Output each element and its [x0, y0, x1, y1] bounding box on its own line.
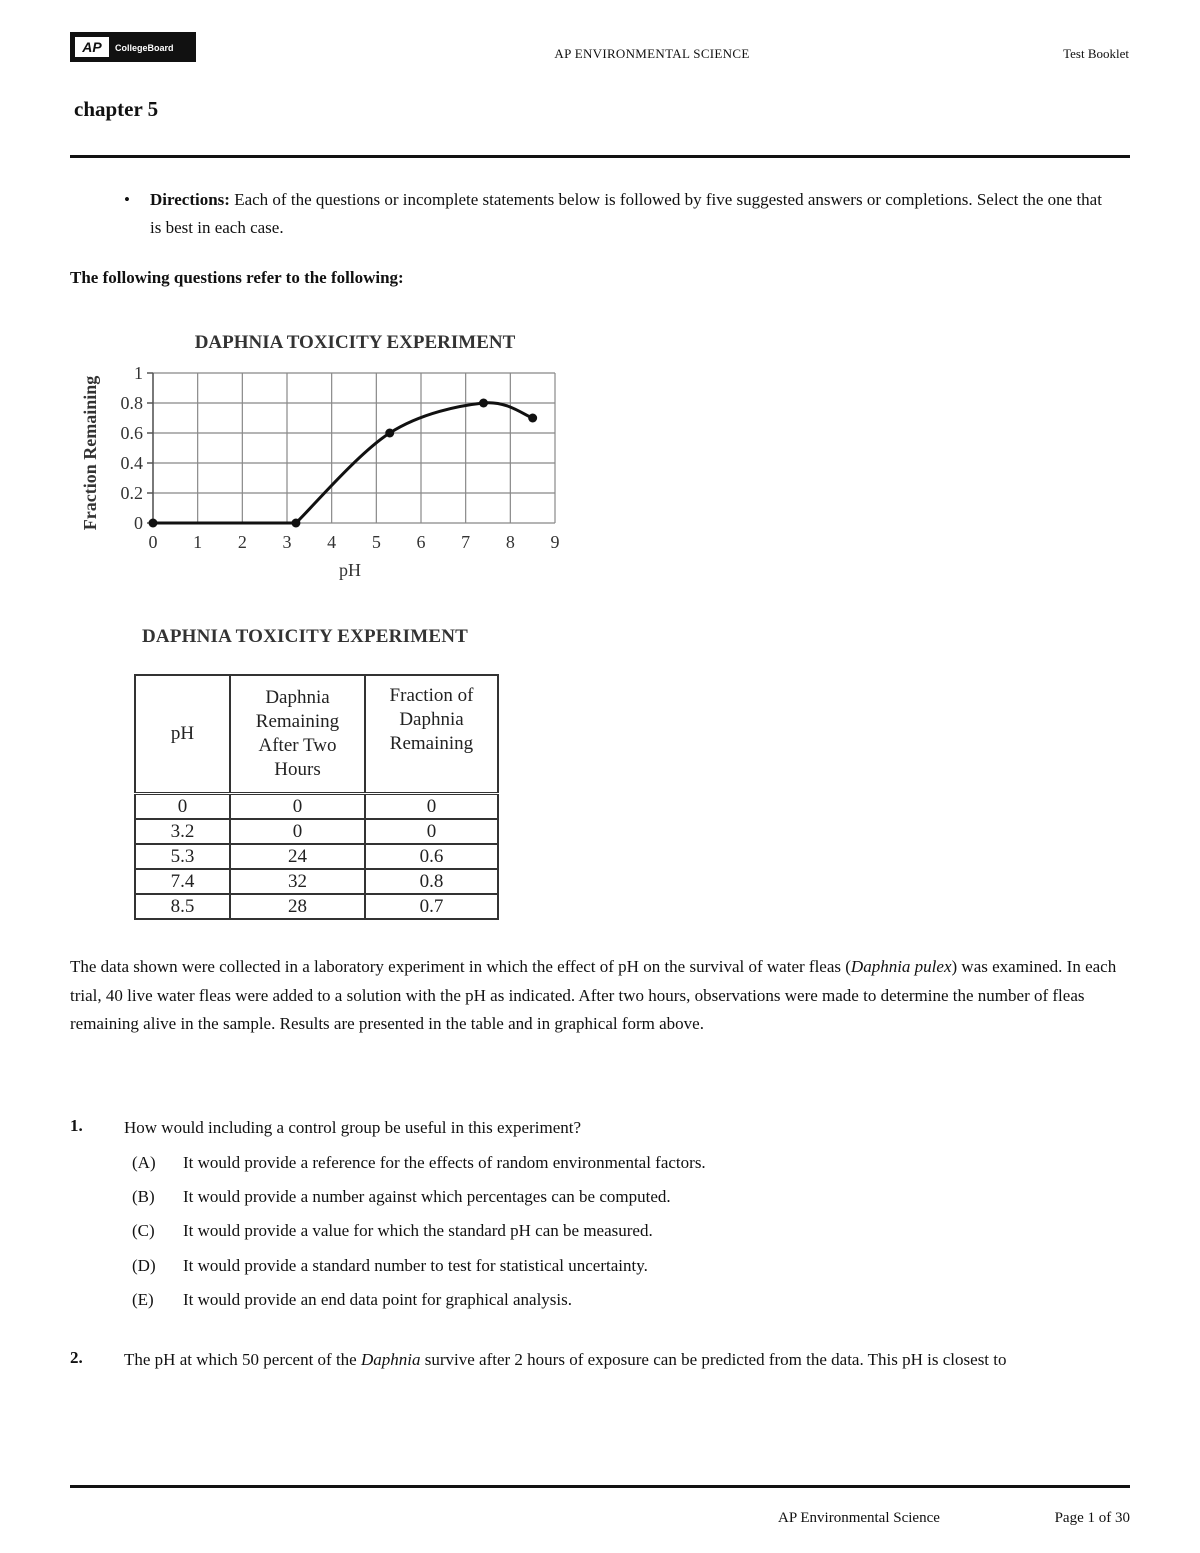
stimulus-passage [70, 953, 1130, 1039]
bullet: • [124, 190, 130, 209]
top-divider [70, 155, 1130, 158]
q1-option-a-letter[interactable]: (A) [132, 1153, 156, 1172]
y-tick-label: 0.4 [120, 453, 143, 473]
q1-option-e-text[interactable]: It would provide an end data point for graphical analysis. [183, 1290, 572, 1309]
bottom-divider [70, 1485, 1130, 1488]
table-header-row [135, 675, 498, 794]
question-1-text: How would including a control group be useful in this experiment? [124, 1118, 582, 1137]
x-tick-label: 6 [416, 532, 426, 552]
x-tick-label: 4 [327, 532, 337, 552]
y-tick-label: 0 [134, 513, 143, 533]
question-2-number: 2. [70, 1348, 83, 1367]
question-1-number: 1. [70, 1116, 83, 1135]
directions [124, 186, 1110, 242]
x-tick-label: 1 [193, 532, 203, 552]
y-tick-label: 0.8 [120, 393, 143, 413]
q2-text-after: survive after 2 hours of exposure can be predicted from the data. This pH is closest to [420, 1350, 1007, 1369]
page-number: Page 1 of 30 [1054, 1510, 1130, 1526]
table-row [135, 894, 498, 919]
header-subject: AP ENVIRONMENTAL SCIENCE [554, 46, 750, 61]
x-tick-label: 7 [461, 532, 471, 552]
x-tick-label: 5 [371, 532, 381, 552]
table-title: DAPHNIA TOXICITY EXPERIMENT [142, 626, 468, 647]
q1-option-c-letter[interactable]: (C) [132, 1221, 155, 1240]
q1-option-d-text[interactable]: It would provide a standard number to test for statistical uncertainty. [183, 1256, 648, 1275]
x-tick-label: 8 [505, 532, 515, 552]
table-cell: 0 [365, 794, 498, 820]
q1-option-b-text[interactable]: It would provide a number against which percentages can be computed. [183, 1187, 671, 1206]
table-cell: 0 [230, 819, 365, 844]
data-table [134, 674, 499, 920]
q2-text-italic: Daphnia [360, 1350, 421, 1369]
table-cell: 8.5 [135, 894, 230, 919]
table-cell: 24 [230, 844, 365, 869]
table-cell: 5.3 [135, 844, 230, 869]
table-cell: 7.4 [135, 869, 230, 894]
chart-grid [153, 373, 555, 523]
y-tick-label: 1 [134, 363, 143, 383]
table-cell: 0 [365, 819, 498, 844]
table-row [135, 794, 498, 820]
y-tick-label: 0.2 [120, 483, 143, 503]
chart-title: DAPHNIA TOXICITY EXPERIMENT [194, 332, 516, 353]
x-axis-label: pH [339, 560, 361, 580]
data-point [479, 399, 488, 408]
y-axis-label: Fraction Remaining [80, 375, 100, 531]
q1-option-d-letter[interactable]: (D) [132, 1256, 156, 1275]
y-axis-ticks [121, 363, 154, 533]
q1-option-b-letter[interactable]: (B) [132, 1187, 155, 1206]
data-point [385, 429, 394, 438]
q1-option-e-letter[interactable]: (E) [132, 1290, 154, 1309]
question-2-text [124, 1346, 1114, 1375]
x-tick-label: 9 [550, 532, 560, 552]
header-daphnia-remaining: Daphnia Remaining After Two Hours [230, 675, 365, 794]
table-row [135, 819, 498, 844]
table-cell: 32 [230, 869, 365, 894]
table-cell: 0.8 [365, 869, 498, 894]
table-cell: 3.2 [135, 819, 230, 844]
passage-part2: ) was examined. In each trial, 40 live water fleas were added to a solution with the pH as indicated. After two hours, observations were made to determine the number of fleas remaining alive in the sample. Results are presented in the table and in graphical form above. [70, 957, 1117, 1033]
x-tick-label: 0 [148, 532, 158, 552]
table-row [135, 869, 498, 894]
stimulus-heading: The following questions refer to the following: [70, 268, 404, 287]
q1-option-c-text[interactable]: It would provide a value for which the standard pH can be measured. [183, 1221, 653, 1240]
table-cell: 0.6 [365, 844, 498, 869]
q2-text-before: The pH at which 50 percent of the [124, 1350, 361, 1369]
passage-part1: The data shown were collected in a laboratory experiment in which the effect of pH on the survival of water fleas ( [70, 957, 851, 976]
q1-option-a-text[interactable]: It would provide a reference for the effects of random environmental factors. [183, 1153, 706, 1172]
data-point [528, 414, 537, 423]
directions-text: Each of the questions or incomplete statements below is followed by five suggested answers or completions. Select the one that is best in each case. [150, 190, 1102, 237]
x-tick-label: 2 [237, 532, 247, 552]
y-tick-label: 0.6 [120, 423, 143, 443]
table-row [135, 844, 498, 869]
header-ph: pH [135, 675, 230, 794]
x-tick-label: 3 [282, 532, 292, 552]
x-axis-ticks [149, 532, 560, 552]
table-cell: 0 [230, 794, 365, 820]
table-cell: 28 [230, 894, 365, 919]
data-point [149, 519, 158, 528]
directions-label: Directions: [150, 190, 230, 209]
table-cell: 0 [135, 794, 230, 820]
table-cell: 0.7 [365, 894, 498, 919]
data-point [291, 519, 300, 528]
footer-subject: AP Environmental Science [778, 1510, 940, 1526]
chapter-title: chapter 5 [74, 97, 159, 121]
table-body [135, 794, 498, 920]
header-booklet-label: Test Booklet [1063, 46, 1129, 61]
collegeboard-logo-text: CollegeBoard [115, 43, 174, 53]
ap-logo-mark: AP [75, 37, 109, 57]
passage-species: Daphnia pulex [850, 957, 952, 976]
daphnia-line-chart [60, 320, 580, 590]
header-fraction-remaining: Fraction of Daphnia Remaining [365, 675, 498, 794]
